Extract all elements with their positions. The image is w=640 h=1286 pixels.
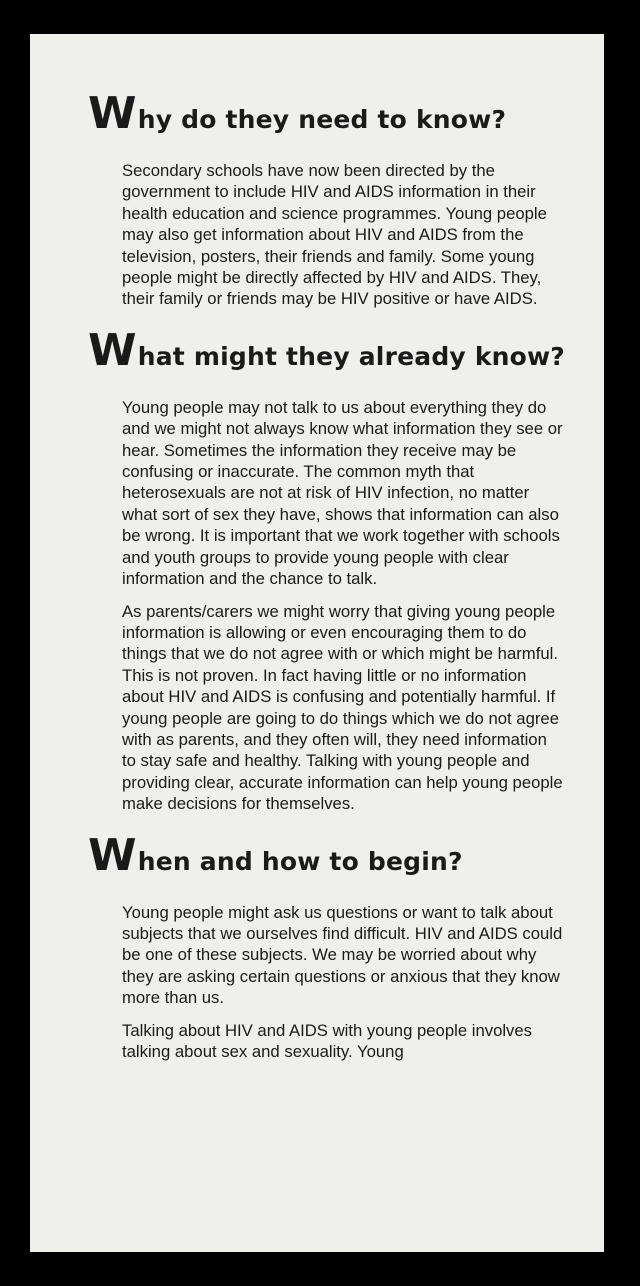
heading-initial: W [88, 324, 137, 376]
heading-initial: W [88, 829, 137, 881]
section-when-how-begin [88, 829, 564, 1063]
section-heading [88, 324, 566, 376]
section-what-already-know [88, 324, 566, 815]
section-heading [88, 829, 564, 881]
body-paragraph: As parents/carers we might worry that giving young people information is allowing or even encouraging them to do things that we do not agree with or which might be harmful. This is not proven. In fact having little or no information about HIV and AIDS is confusing and potentially harmful. If young people are going to do things which we do not agree with as parents, and they often will, they need information to stay safe and healthy. Talking with young people and providing clear, accurate information can help young people make decisions for themselves. [122, 601, 563, 814]
heading-text: hen and how to begin? [137, 846, 463, 876]
body-paragraph: Talking about HIV and AIDS with young people involves talking about sex and sexuality. Young [122, 1020, 533, 1061]
heading-initial: W [88, 88, 137, 139]
leaflet-page [30, 34, 604, 1252]
body-paragraph: Young people might ask us questions or want to talk about subjects that we ourselves find difficult. HIV and AIDS could be one of these subjects. We may be worried about why they are asking certain questions or anxious that they know more than us. [122, 902, 563, 1008]
body-paragraph: Secondary schools have now been directed by the government to include HIV and AIDS information in their health education and science programmes. Young people may also get information about HIV and AIDS from the television, posters, their friends and family. Some young people might be directly affected by HIV and AIDS. They, their family or friends may be HIV positive or have AIDS. [122, 161, 547, 309]
heading-text: hat might they already know? [137, 341, 566, 371]
body-paragraph: Young people may not talk to us about everything they do and we might not always know what information they see or hear. Sometimes the information they receive may be confusing or inaccurate. The common myth that heterosexuals are not at risk of HIV infection, no matter what sort of sex they have, shows that information can also be wrong. It is important that we work together with schools and youth groups to provide young people with clear information and the chance to talk. [122, 397, 563, 589]
section-heading [88, 88, 564, 139]
heading-text: hy do they need to know? [137, 105, 507, 134]
section-why-need-to-know [88, 88, 564, 310]
